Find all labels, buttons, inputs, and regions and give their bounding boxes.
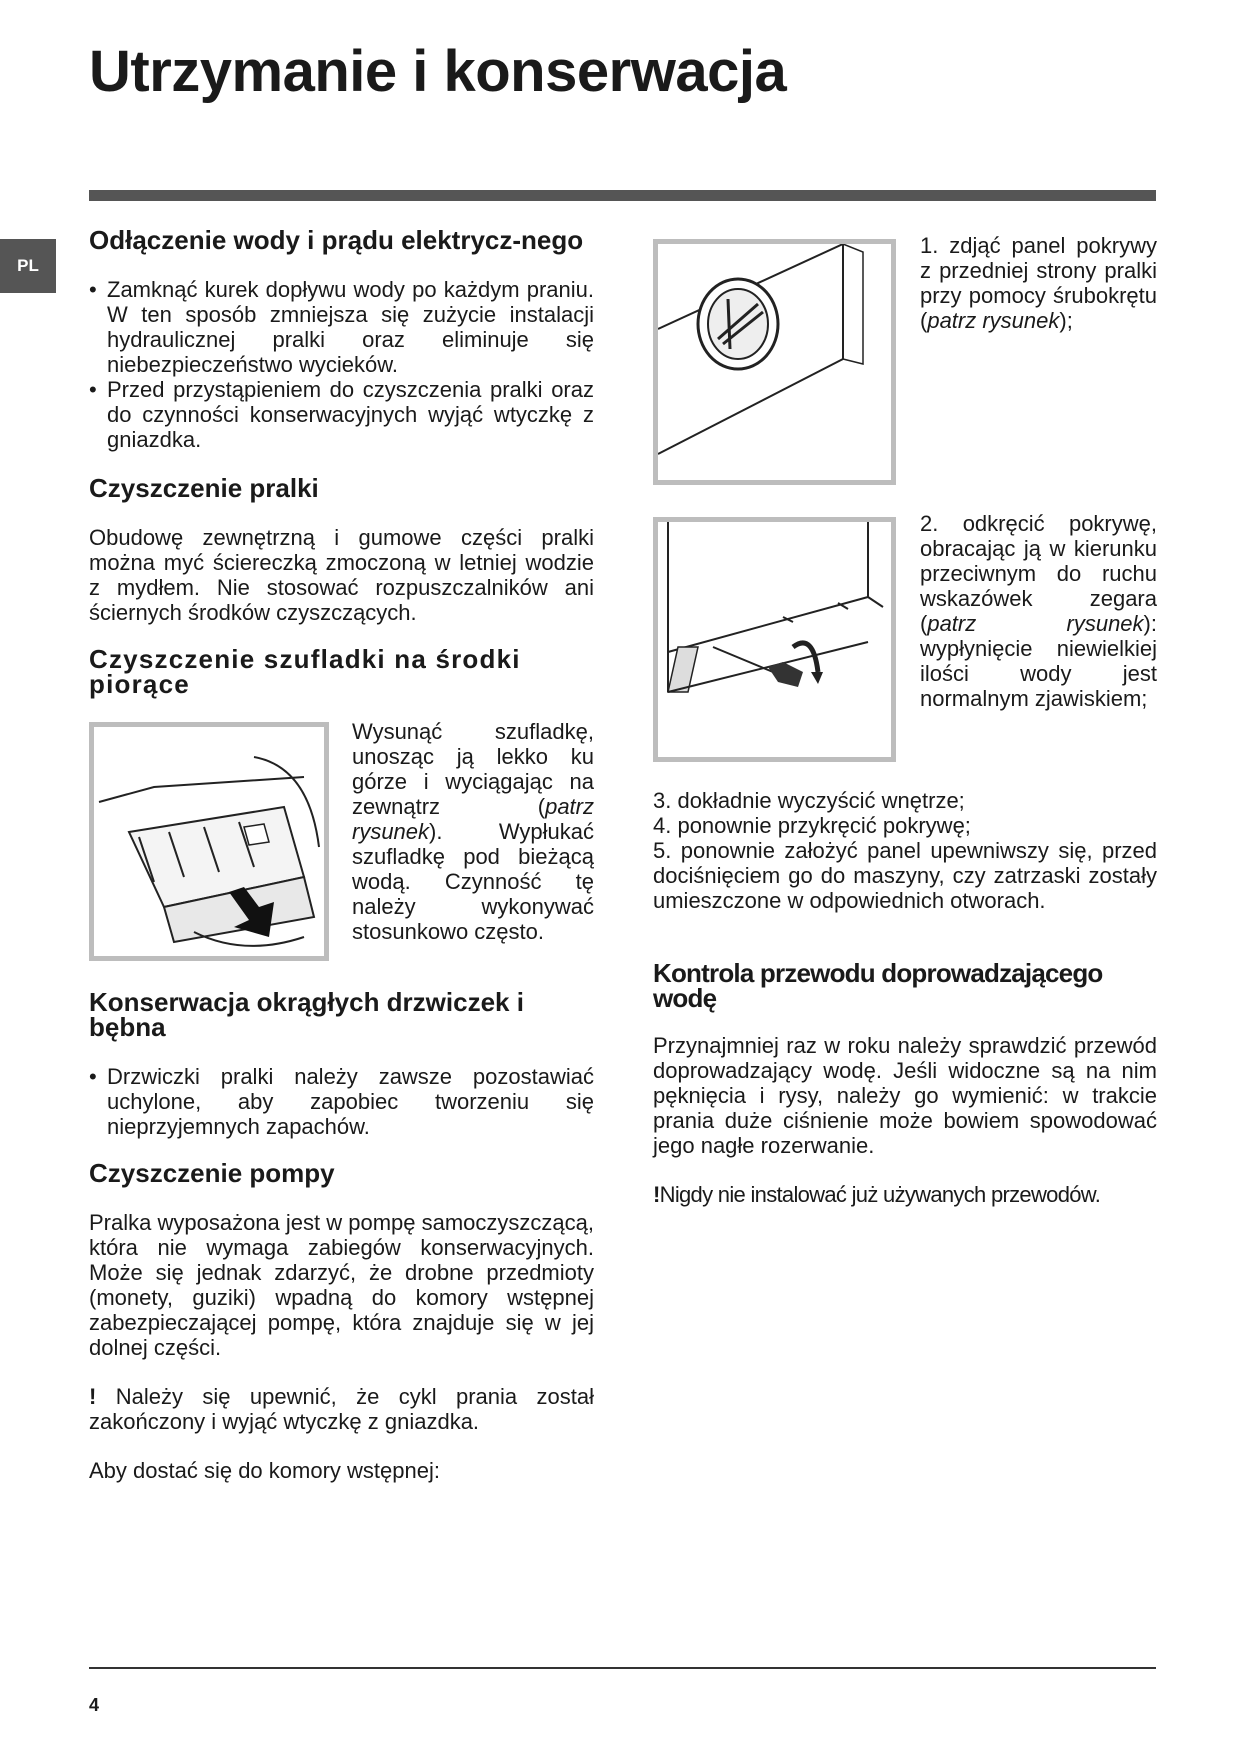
step4-text: 4. ponownie przykręcić pokrywę; xyxy=(653,813,971,838)
pump-cover-panel-illustration xyxy=(658,244,891,480)
step2-figure-ref: patrz rysunek xyxy=(927,611,1144,636)
step1-figure-ref: patrz rysunek xyxy=(927,308,1060,333)
page-title: Utrzymanie i konserwacja xyxy=(89,39,787,104)
step1-text-b: ); xyxy=(1059,308,1073,333)
hose-check-text: Przynajmniej raz w roku należy sprawdzić przewód doprowadzający wodę. Jeśli widoczne są na nim pęknięcia i rysy, należy go wymienić: w trakcie prania duże ciśnienie może bowiem spowodować jego nagłe rozerwanie. xyxy=(653,1033,1157,1158)
unscrew-cover-illustration xyxy=(658,522,891,757)
language-tab: PL xyxy=(0,239,56,293)
step2-text-a: 2. odkręcić pokrywę, obracając ją w kierunku przeciwnym do ruchu wskazówek zegara ( xyxy=(920,511,1157,636)
step3-text: 3. dokładnie wyczyścić wnętrze; xyxy=(653,788,965,813)
section-title-drawer-cleaning: Czyszczenie szufladki na środki piorące xyxy=(89,644,521,699)
section-title-washer-cleaning: Czyszczenie pralki xyxy=(89,473,319,503)
hose-warning xyxy=(653,1182,1157,1207)
panel-removal-figure xyxy=(653,239,896,485)
pump-warning xyxy=(89,1384,594,1434)
warning-mark: ! xyxy=(653,1182,660,1207)
drawer-figure xyxy=(89,722,329,961)
drawer-figure-ref: patrz rysunek xyxy=(352,794,594,844)
pump-warning-text: Należy się upewnić, że cykl prania został zakończony i wyjąć wtyczkę z gniazdka. xyxy=(89,1384,594,1434)
step1-block xyxy=(920,233,1157,333)
door-drum-list xyxy=(89,1064,594,1139)
title-rule xyxy=(89,190,1156,201)
drawer-text-a: Wysunąć szufladkę, unosząc ją lekko ku górze i wyciągając na zewnątrz ( xyxy=(352,719,594,819)
step1-text xyxy=(920,233,1157,333)
section-title-door-drum: Konserwacja okrągłych drzwiczek i bębna xyxy=(89,987,524,1042)
step1-text-a: 1. zdjąć panel pokrywy z przedniej strony pralki przy pomocy śrubokrętu ( xyxy=(920,233,1157,333)
disconnect-list xyxy=(89,277,594,452)
step5-text: 5. ponownie założyć panel upewniwszy się, przed dociśnięciem go do maszyny, czy zatrzaski zostały umieszczone w odpowiednich otworach. xyxy=(653,838,1157,913)
section-title-hose-check: Kontrola przewodu doprowadzającego wodę xyxy=(653,958,1103,1013)
warning-mark: ! xyxy=(89,1384,97,1409)
detergent-drawer-illustration xyxy=(94,727,324,956)
page-number: 4 xyxy=(89,1695,100,1715)
steps-continued xyxy=(653,788,1157,1207)
step2-block xyxy=(920,511,1157,711)
pump-access-text: Aby dostać się do komory wstępnej: xyxy=(89,1458,440,1483)
step2-text-b: ): wypłynięcie niewielkiej ilości wody jest normalnym zjawiskiem; xyxy=(920,611,1157,711)
drawer-cleaning-text xyxy=(352,719,594,944)
section-title-pump-cleaning: Czyszczenie pompy xyxy=(89,1158,335,1188)
step2-text xyxy=(920,511,1157,711)
hose-warning-text: Nigdy nie instalować już używanych przewodów. xyxy=(659,1182,1101,1207)
cover-unscrew-figure xyxy=(653,517,896,762)
footer-rule xyxy=(89,1667,1156,1669)
pump-cleaning-text: Pralka wyposażona jest w pompę samoczyszczącą, która nie wymaga zabiegów konserwacyjnych. Może się jednak zdarzyć, że drobne przedmioty (monety, guziki) wpadną do komory wstępnej zabezpieczającej pompę, która znajduje się w jej dolnej części. xyxy=(89,1210,594,1360)
left-column xyxy=(89,225,594,1483)
list-item: • Drzwiczki pralki należy zawsze pozostawiać uchylone, aby zapobiec tworzeniu się nieprzyjemnych zapachów. xyxy=(89,1064,594,1139)
drawer-block xyxy=(89,719,594,964)
section-title-disconnect: Odłączenie wody i prądu elektrycz-nego xyxy=(89,225,584,255)
list-item: • Przed przystąpieniem do czyszczenia pralki oraz do czynności konserwacyjnych wyjąć wtyczkę z gniazdka. xyxy=(89,377,594,452)
list-item: • Zamknąć kurek dopływu wody po każdym praniu. W ten sposób zmniejsza się zużycie instalacji hydraulicznej pralki oraz eliminuje się niebezpieczeństwo wycieków. xyxy=(89,277,594,377)
washer-cleaning-text: Obudowę zewnętrzną i gumowe części pralki można myć ściereczką zmoczoną w letniej wodzie z mydłem. Nie stosować rozpuszczalników ani ściernych środków czyszczących. xyxy=(89,525,594,625)
drawer-text-b: ). Wypłukać szufladkę pod bieżącą wodą. Czynność tę należy wykonywać stosunkowo często. xyxy=(352,819,594,944)
